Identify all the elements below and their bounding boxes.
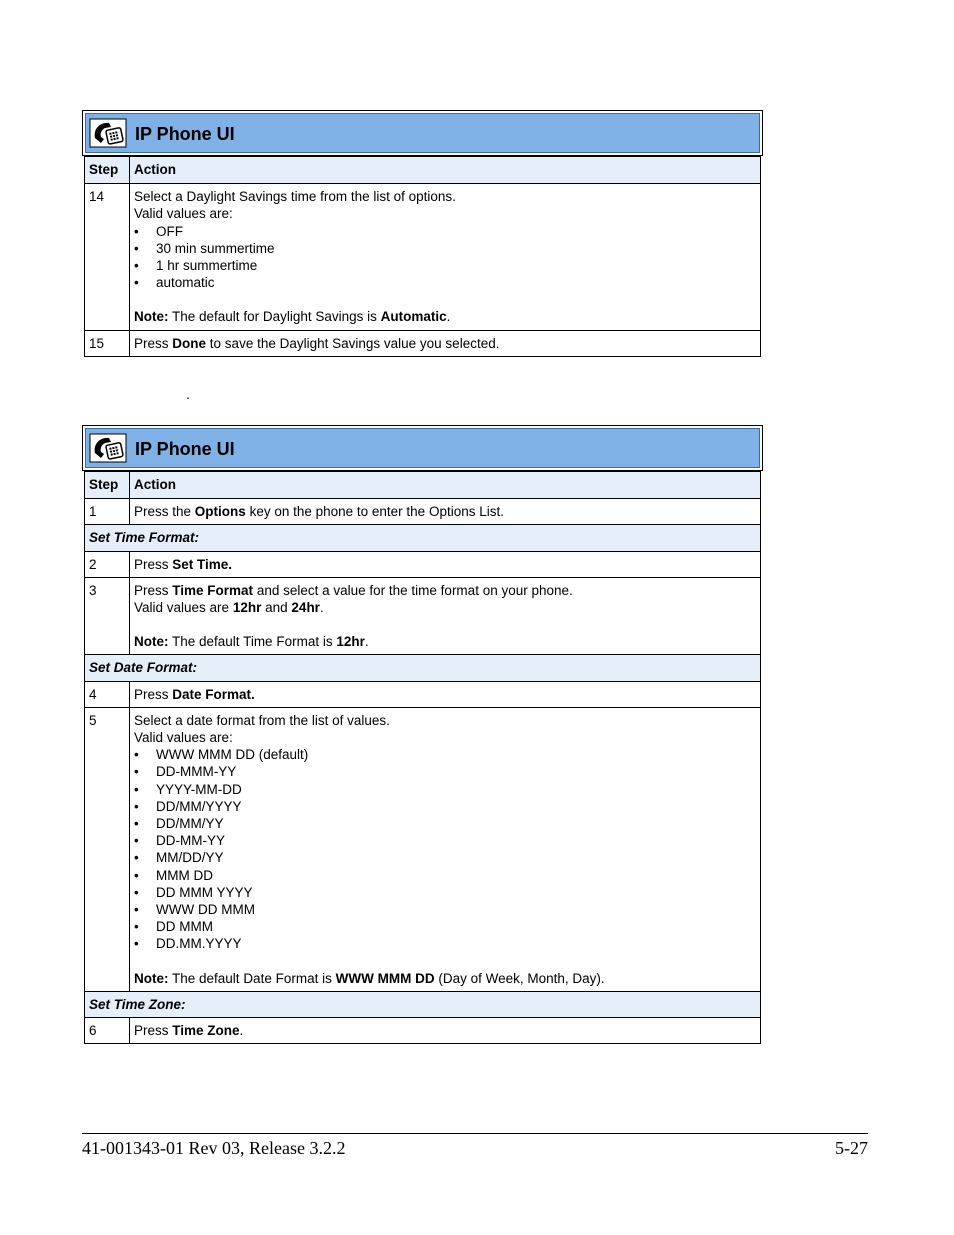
table-row: [85, 551, 761, 577]
section-row: [85, 991, 761, 1017]
panel-banner: [82, 110, 763, 156]
list-item: • 30 min summertime: [134, 240, 756, 257]
section-title: Set Time Format:: [85, 525, 761, 551]
steps-table: [84, 471, 761, 1044]
step-number: 3: [85, 577, 130, 655]
action-cell: Press Date Format.: [130, 681, 761, 707]
list-item: • DD MMM YYYY: [134, 884, 756, 901]
step-number: 2: [85, 551, 130, 577]
table-row: [85, 184, 761, 330]
values-list: [134, 223, 756, 292]
action-cell: Select a date format from the list of values. Valid values are: • WWW MMM DD (default) • DD-MMM-YY • YYYY-MM-DD • DD/MM/YYYY • DD/MM/YY • DD-MM-YY • MM/DD/YY • MMM DD • DD MMM YYYY • WWW DD MMM • DD MMM • DD.MM.YYYY Note: The default Date Format is WWW MMM DD (Day of Week, Month, Day).: [130, 707, 761, 991]
action-cell: Press the Options key on the phone to enter the Options List.: [130, 499, 761, 525]
panel-title: IP Phone UI: [135, 438, 235, 459]
step-number: 5: [85, 707, 130, 991]
action-cell: Press Time Zone.: [130, 1018, 761, 1044]
ip-phone-ui-panel-1: [82, 110, 763, 357]
table-row: [85, 707, 761, 991]
panel-banner: [82, 425, 763, 471]
table-row: [85, 499, 761, 525]
action-cell: Press Set Time.: [130, 551, 761, 577]
list-item: • DD/MM/YYYY: [134, 798, 756, 815]
action-cell: Select a Daylight Savings time from the list of options. Valid values are: • OFF • 30 min summertime • 1 hr summertime • automatic Note: The default for Daylight Savings is Automatic.: [130, 184, 761, 330]
step-number: 15: [85, 330, 130, 356]
action-cell: Press Time Format and select a value for the time format on your phone. Valid values are 12hr and 24hr. Note: The default Time Format is 12hr.: [130, 577, 761, 655]
table-header-row: [85, 157, 761, 184]
step-header: Step: [85, 157, 130, 184]
table-header-row: [85, 472, 761, 499]
footer-rule: [82, 1133, 868, 1134]
section-row: [85, 525, 761, 551]
footer-page-number: 5-27: [835, 1138, 868, 1158]
list-item: • WWW MMM DD (default): [134, 746, 756, 763]
step-number: 6: [85, 1018, 130, 1044]
note: Note: The default Time Format is 12hr.: [134, 634, 369, 650]
steps-table: [84, 156, 761, 357]
list-item: • DD/MM/YY: [134, 815, 756, 832]
list-item: • DD MMM: [134, 918, 756, 935]
table-row: [85, 330, 761, 356]
note: Note: The default Date Format is WWW MMM DD (Day of Week, Month, Day).: [134, 970, 605, 986]
step-number: 1: [85, 499, 130, 525]
step-header: Step: [85, 472, 130, 499]
values-list: [134, 746, 756, 952]
action-cell: Press Done to save the Daylight Savings value you selected.: [130, 330, 761, 356]
panel-title: IP Phone UI: [135, 123, 235, 144]
phone-icon: [89, 118, 127, 148]
step-number: 4: [85, 681, 130, 707]
action-header: Action: [130, 157, 761, 184]
table-row: [85, 681, 761, 707]
note: Note: The default for Daylight Savings is Automatic.: [134, 309, 451, 325]
list-item: • DD-MMM-YY: [134, 763, 756, 780]
section-title: Set Time Zone:: [85, 991, 761, 1017]
list-item: • WWW DD MMM: [134, 901, 756, 918]
phone-icon: [89, 433, 127, 463]
list-item: • OFF: [134, 223, 756, 240]
list-item: • MM/DD/YY: [134, 849, 756, 866]
section-row: [85, 655, 761, 681]
list-item: • DD-MM-YY: [134, 832, 756, 849]
list-item: • 1 hr summertime: [134, 257, 756, 274]
list-item: • automatic: [134, 274, 756, 291]
list-item: • YYYY-MM-DD: [134, 781, 756, 798]
section-title: Set Date Format:: [85, 655, 761, 681]
list-item: • DD.MM.YYYY: [134, 935, 756, 952]
table-row: [85, 577, 761, 655]
table-row: [85, 1018, 761, 1044]
list-item: • MMM DD: [134, 867, 756, 884]
footer-document-id: 41-001343-01 Rev 03, Release 3.2.2: [82, 1138, 346, 1158]
stray-dot: .: [186, 386, 190, 402]
action-header: Action: [130, 472, 761, 499]
step-number: 14: [85, 184, 130, 330]
ip-phone-ui-panel-2: [82, 425, 763, 1044]
